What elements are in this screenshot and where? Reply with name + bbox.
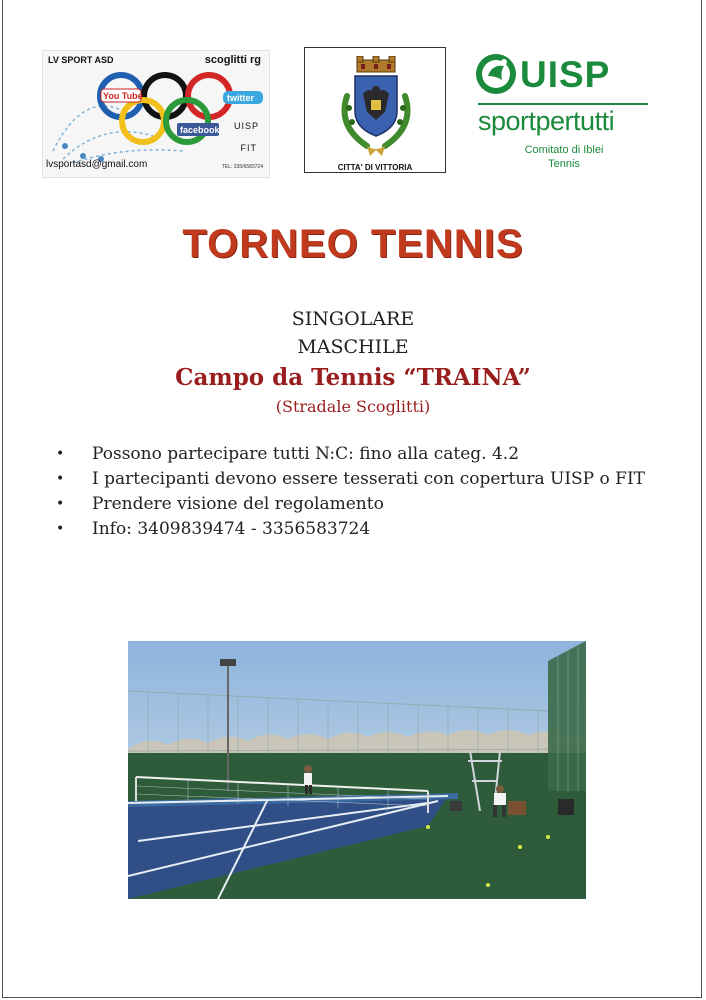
uisp-logo [474, 52, 654, 174]
list-item: • Possono partecipare tutti N:C: fino alla categ. 4.2 [52, 442, 652, 466]
uisp-divider [478, 103, 648, 105]
category-line-2: MASCHILE [297, 336, 409, 358]
svg-text:You Tube: You Tube [103, 91, 143, 101]
tennis-court-photo [128, 641, 586, 899]
lv-logo-fit: FIT [240, 143, 257, 153]
list-item: • Prendere visione del regolamento [52, 492, 652, 516]
page-title: TORNEO TENNIS [182, 222, 524, 266]
lv-logo-name: LV SPORT ASD [48, 55, 114, 65]
uisp-sport: Tennis [548, 158, 580, 170]
lv-logo-city: scoglitti rg [204, 54, 261, 66]
venue-name: Campo da Tennis “TRAINA” [175, 364, 531, 391]
uisp-brand: UISP [520, 54, 611, 95]
list-item: • Info: 3409839474 - 3356583724 [52, 517, 652, 541]
svg-text:facebook: facebook [180, 125, 220, 135]
uisp-runner-icon [474, 52, 520, 98]
city-crest-icon [327, 56, 425, 160]
list-item: • I partecipanti devono essere tesserati con copertura UISP o FIT [52, 467, 652, 491]
lv-logo-uisp: UISP [233, 121, 259, 131]
lv-logo-email: lvsportasd@gmail.com [46, 159, 148, 170]
city-crest-logo [304, 47, 446, 173]
uisp-committee: Comitato di Iblei [524, 144, 604, 156]
city-crest-label: CITTA' DI VITTORIA [337, 163, 413, 172]
info-list [52, 442, 652, 542]
uisp-tagline: sportpertutti [478, 106, 615, 136]
svg-text:twitter: twitter [227, 93, 254, 103]
category-line-1: SINGOLARE [291, 308, 415, 330]
lv-logo-phone: TEL: 335/6583724 [221, 164, 263, 170]
tennis-court-image [128, 641, 586, 899]
lv-sport-logo [42, 50, 270, 178]
venue-address: (Stradale Scoglitti) [275, 397, 431, 416]
